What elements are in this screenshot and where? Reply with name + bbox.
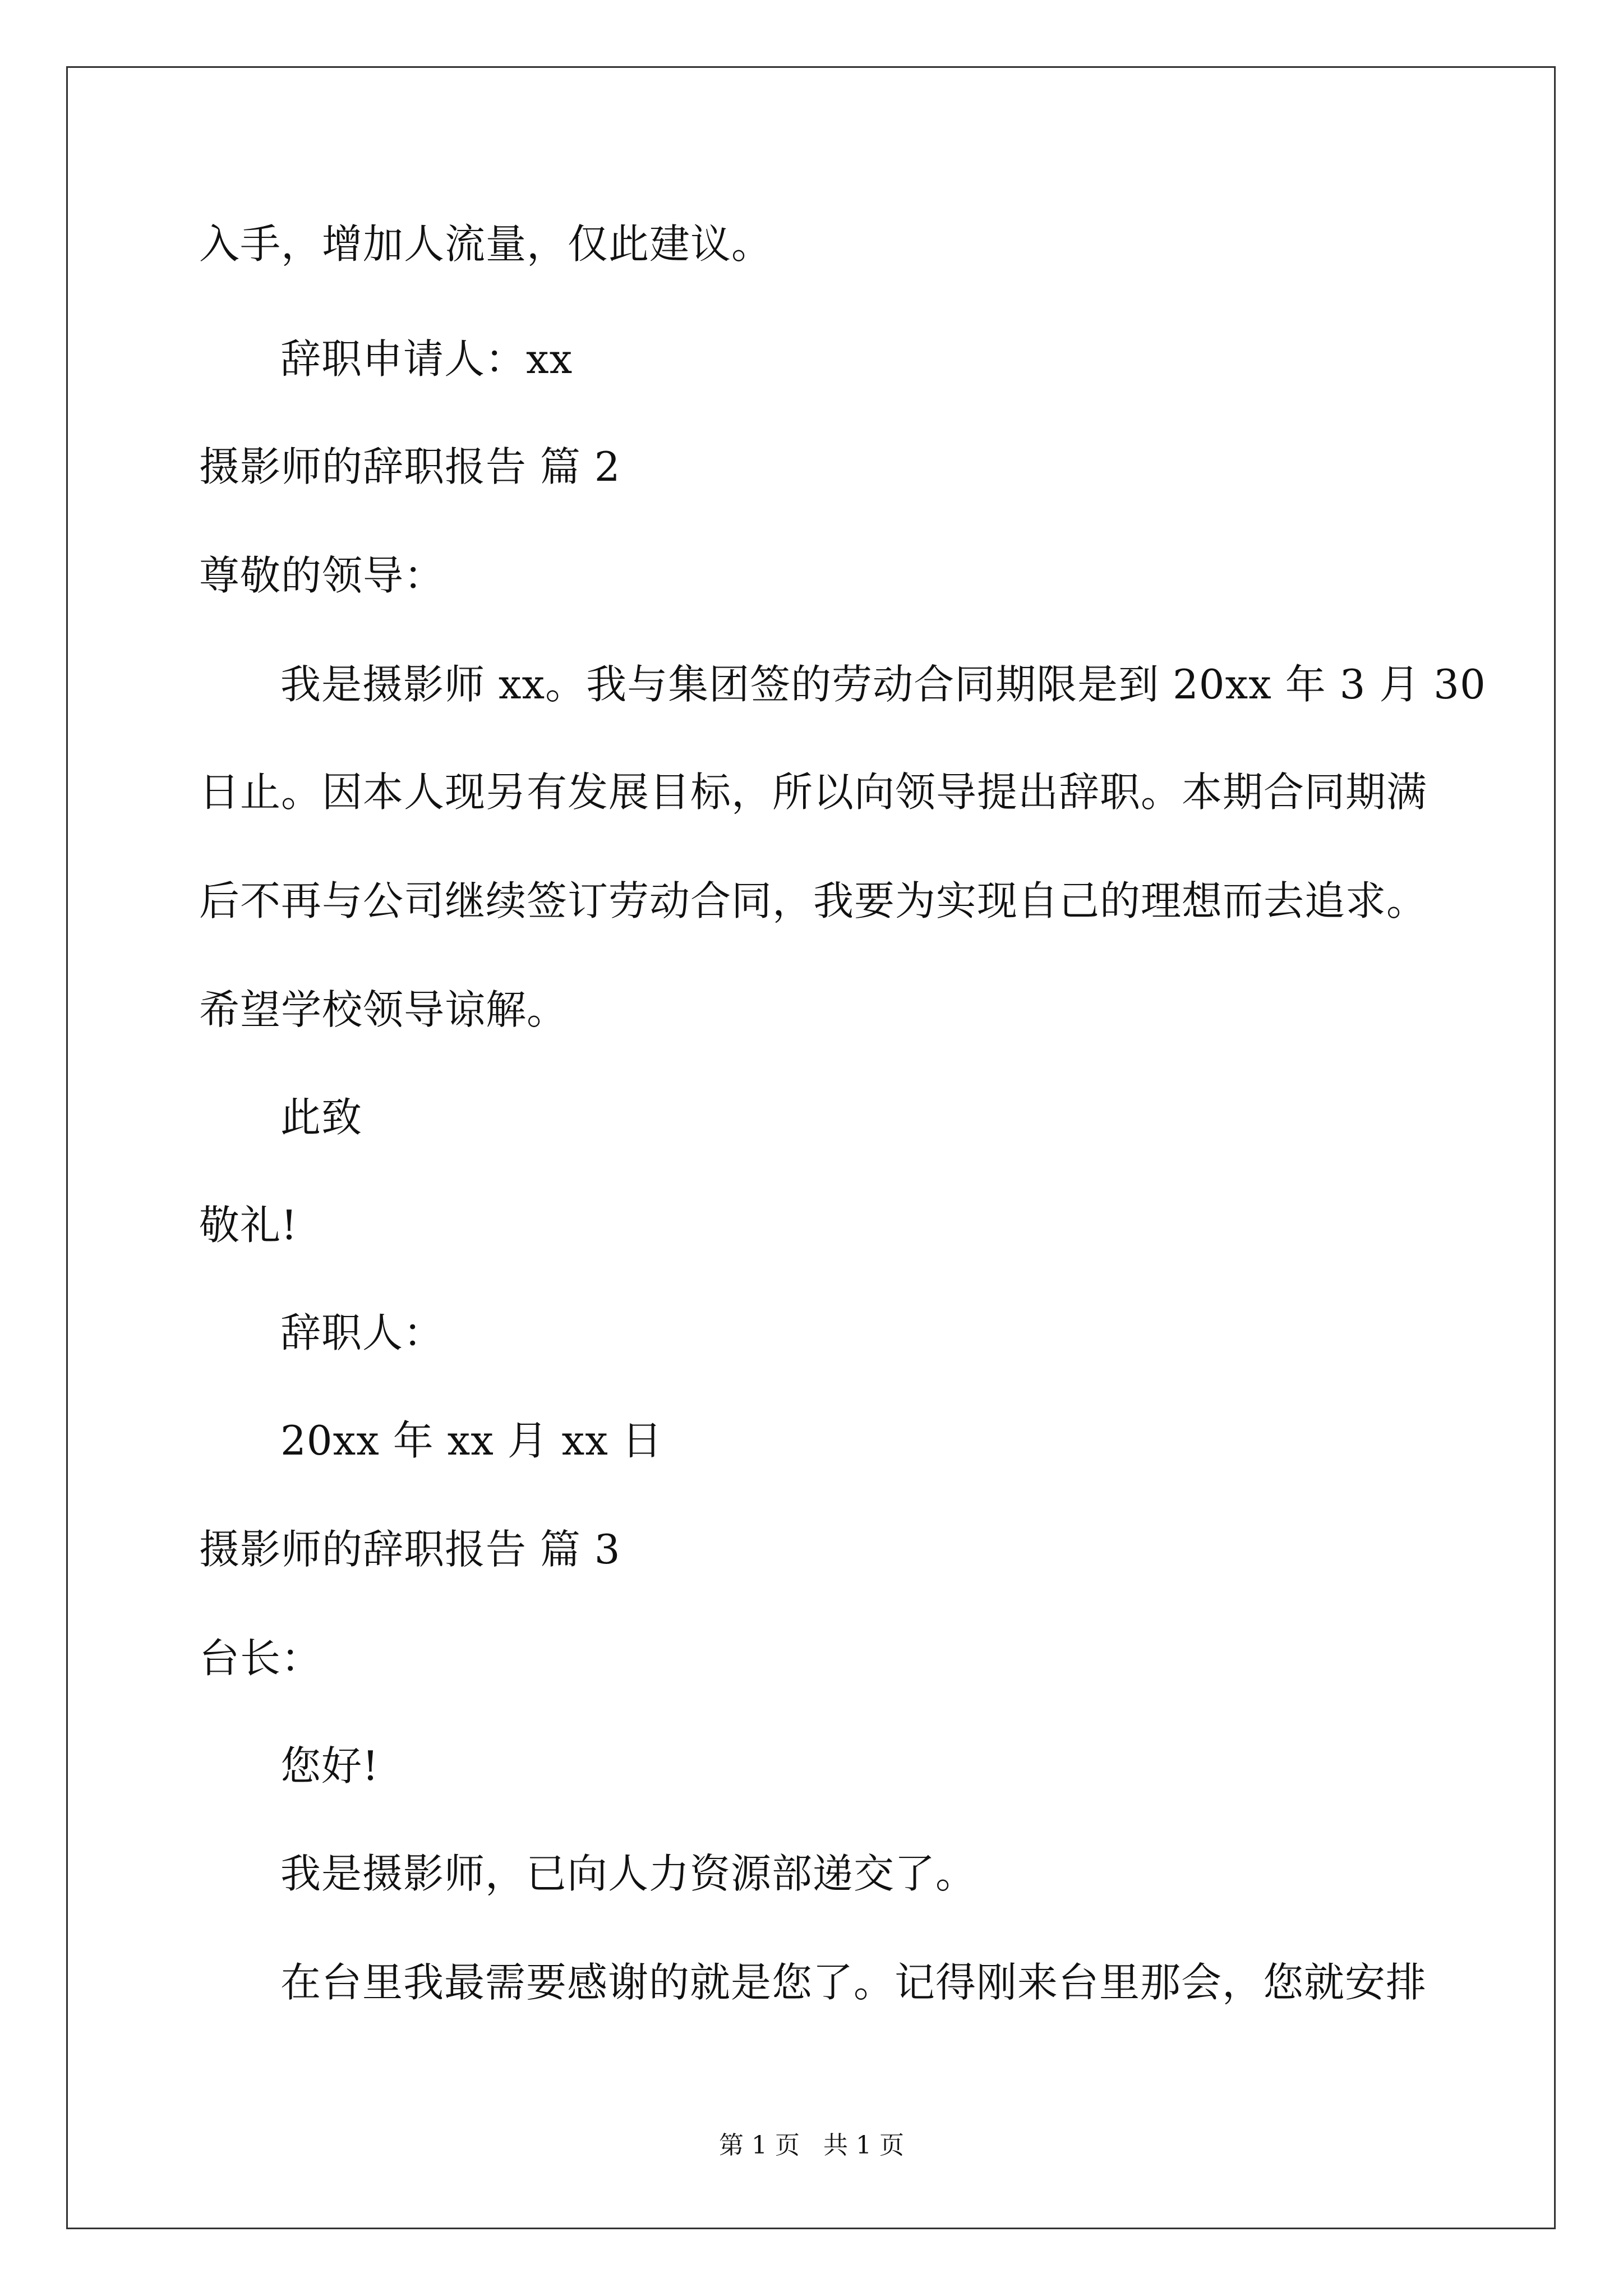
salutation: 尊敬的领导： — [199, 552, 445, 599]
closing-line: 敬礼! — [199, 1202, 298, 1249]
text-line: 入手，增加人流量，仅此建议。 — [199, 220, 773, 268]
text-line: 希望学校领导谅解。 — [199, 986, 568, 1033]
text-line: 我是摄影师 xx。我与集团签的劳动合同期限是到 20xx 年 3 月 30 — [280, 661, 1486, 708]
page-number-footer: 第 1 页 共 1 页 — [719, 2131, 904, 2160]
signature-line: 辞职申请人：xx — [280, 335, 573, 383]
greeting-line: 您好! — [280, 1742, 379, 1789]
page-border — [66, 66, 1556, 2229]
section-heading: 摄影师的辞职报告 篇 3 — [199, 1526, 621, 1573]
section-heading: 摄影师的辞职报告 篇 2 — [199, 443, 621, 490]
text-line: 后不再与公司继续签订劳动合同，我要为实现自己的理想而去追求。 — [199, 877, 1428, 924]
text-line: 在台里我最需要感谢的就是您了。记得刚来台里那会，您就安排 — [280, 1959, 1427, 2006]
closing-line: 此致 — [280, 1094, 363, 1141]
text-line: 日止。因本人现另有发展目标，所以向领导提出辞职。本期合同期满 — [199, 769, 1428, 816]
date-line: 20xx 年 xx 月 xx 日 — [280, 1417, 663, 1464]
salutation: 台长： — [199, 1635, 322, 1682]
text-line: 我是摄影师，已向人力资源部递交了。 — [280, 1850, 977, 1897]
signature-line: 辞职人： — [280, 1309, 445, 1356]
